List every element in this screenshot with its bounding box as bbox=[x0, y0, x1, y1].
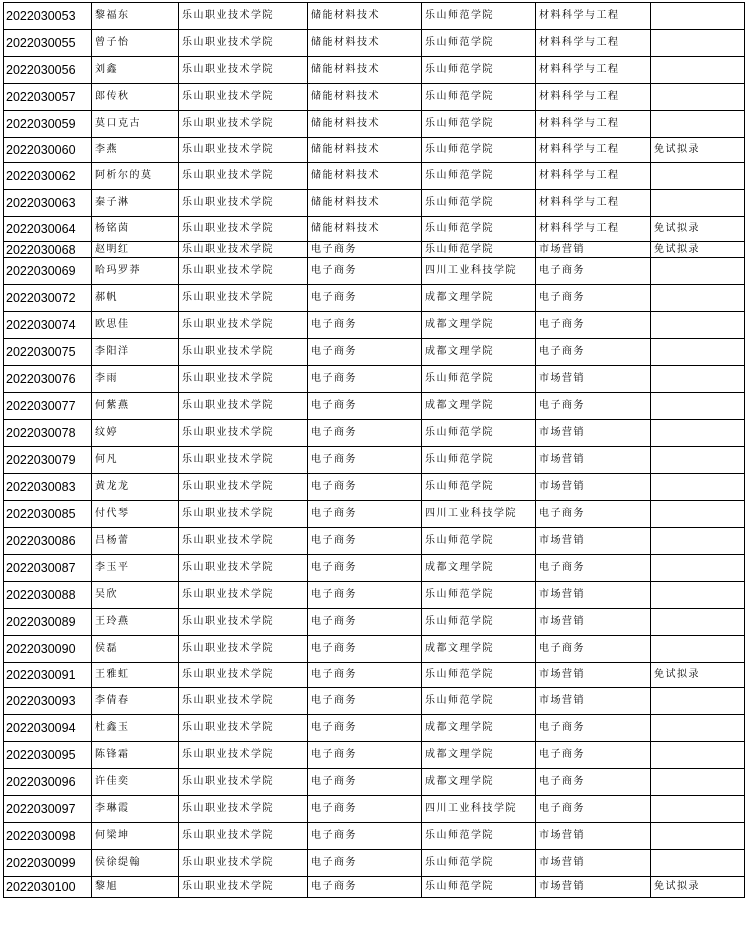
student-name-cell: 李倩春 bbox=[92, 688, 179, 715]
origin-major-cell: 储能材料技术 bbox=[308, 111, 422, 138]
admission-note-cell bbox=[651, 823, 745, 850]
student-name-cell: 阿析尔的莫 bbox=[92, 163, 179, 190]
target-major-cell: 电子商务 bbox=[536, 796, 651, 823]
target-major-cell: 市场营销 bbox=[536, 447, 651, 474]
origin-major-cell: 电子商务 bbox=[308, 715, 422, 742]
target-major-cell: 电子商务 bbox=[536, 312, 651, 339]
admission-note-cell: 免试拟录 bbox=[651, 217, 745, 242]
target-major-cell: 电子商务 bbox=[536, 393, 651, 420]
origin-school-cell: 乐山职业技术学院 bbox=[179, 663, 308, 688]
target-school-cell: 乐山师范学院 bbox=[422, 3, 536, 30]
target-school-cell: 成都文理学院 bbox=[422, 285, 536, 312]
table-row bbox=[4, 190, 745, 217]
student-id-cell: 2022030059 bbox=[4, 111, 92, 138]
target-major-cell: 电子商务 bbox=[536, 636, 651, 663]
target-major-cell: 市场营销 bbox=[536, 242, 651, 258]
table-row bbox=[4, 30, 745, 57]
student-name-cell: 许佳奕 bbox=[92, 769, 179, 796]
student-name-cell: 纹婷 bbox=[92, 420, 179, 447]
origin-school-cell: 乐山职业技术学院 bbox=[179, 393, 308, 420]
table-row bbox=[4, 742, 745, 769]
origin-major-cell: 储能材料技术 bbox=[308, 138, 422, 163]
origin-school-cell: 乐山职业技术学院 bbox=[179, 3, 308, 30]
student-name-cell: 曾子怡 bbox=[92, 30, 179, 57]
origin-school-cell: 乐山职业技术学院 bbox=[179, 339, 308, 366]
student-name-cell: 莫口克古 bbox=[92, 111, 179, 138]
target-school-cell: 乐山师范学院 bbox=[422, 877, 536, 898]
student-id-cell: 2022030063 bbox=[4, 190, 92, 217]
student-name-cell: 何梁坤 bbox=[92, 823, 179, 850]
target-school-cell: 四川工业科技学院 bbox=[422, 796, 536, 823]
admission-note-cell bbox=[651, 715, 745, 742]
student-id-cell: 2022030068 bbox=[4, 242, 92, 258]
student-id-cell: 2022030087 bbox=[4, 555, 92, 582]
origin-major-cell: 电子商务 bbox=[308, 420, 422, 447]
table-row bbox=[4, 312, 745, 339]
table-row bbox=[4, 339, 745, 366]
target-major-cell: 市场营销 bbox=[536, 528, 651, 555]
student-name-cell: 杜鑫玉 bbox=[92, 715, 179, 742]
admission-note-cell: 免试拟录 bbox=[651, 242, 745, 258]
table-row bbox=[4, 285, 745, 312]
table-row bbox=[4, 366, 745, 393]
student-name-cell: 吴欣 bbox=[92, 582, 179, 609]
target-school-cell: 成都文理学院 bbox=[422, 742, 536, 769]
target-school-cell: 成都文理学院 bbox=[422, 715, 536, 742]
admission-note-cell bbox=[651, 163, 745, 190]
target-school-cell: 乐山师范学院 bbox=[422, 163, 536, 190]
table-row bbox=[4, 138, 745, 163]
student-id-cell: 2022030062 bbox=[4, 163, 92, 190]
student-id-cell: 2022030098 bbox=[4, 823, 92, 850]
target-major-cell: 市场营销 bbox=[536, 582, 651, 609]
origin-school-cell: 乐山职业技术学院 bbox=[179, 447, 308, 474]
target-school-cell: 成都文理学院 bbox=[422, 312, 536, 339]
target-major-cell: 市场营销 bbox=[536, 420, 651, 447]
origin-major-cell: 电子商务 bbox=[308, 285, 422, 312]
student-id-cell: 2022030095 bbox=[4, 742, 92, 769]
origin-school-cell: 乐山职业技术学院 bbox=[179, 609, 308, 636]
table-row bbox=[4, 823, 745, 850]
origin-major-cell: 电子商务 bbox=[308, 742, 422, 769]
origin-school-cell: 乐山职业技术学院 bbox=[179, 501, 308, 528]
origin-school-cell: 乐山职业技术学院 bbox=[179, 285, 308, 312]
target-school-cell: 乐山师范学院 bbox=[422, 582, 536, 609]
origin-school-cell: 乐山职业技术学院 bbox=[179, 57, 308, 84]
target-school-cell: 乐山师范学院 bbox=[422, 84, 536, 111]
origin-school-cell: 乐山职业技术学院 bbox=[179, 84, 308, 111]
student-id-cell: 2022030069 bbox=[4, 258, 92, 285]
target-school-cell: 乐山师范学院 bbox=[422, 111, 536, 138]
table-row bbox=[4, 217, 745, 242]
table-row bbox=[4, 84, 745, 111]
table-row bbox=[4, 447, 745, 474]
origin-major-cell: 电子商务 bbox=[308, 339, 422, 366]
origin-major-cell: 电子商务 bbox=[308, 688, 422, 715]
table-row bbox=[4, 796, 745, 823]
admission-note-cell bbox=[651, 258, 745, 285]
student-name-cell: 王玲燕 bbox=[92, 609, 179, 636]
target-major-cell: 电子商务 bbox=[536, 715, 651, 742]
origin-school-cell: 乐山职业技术学院 bbox=[179, 138, 308, 163]
table-row bbox=[4, 555, 745, 582]
origin-major-cell: 储能材料技术 bbox=[308, 190, 422, 217]
student-name-cell: 吕杨蕾 bbox=[92, 528, 179, 555]
origin-school-cell: 乐山职业技术学院 bbox=[179, 769, 308, 796]
origin-school-cell: 乐山职业技术学院 bbox=[179, 258, 308, 285]
admission-note-cell: 免试拟录 bbox=[651, 138, 745, 163]
target-school-cell: 乐山师范学院 bbox=[422, 420, 536, 447]
student-name-cell: 何紫燕 bbox=[92, 393, 179, 420]
target-major-cell: 材料科学与工程 bbox=[536, 138, 651, 163]
student-id-cell: 2022030097 bbox=[4, 796, 92, 823]
roster-body bbox=[4, 3, 745, 898]
student-id-cell: 2022030083 bbox=[4, 474, 92, 501]
student-id-cell: 2022030088 bbox=[4, 582, 92, 609]
student-id-cell: 2022030091 bbox=[4, 663, 92, 688]
origin-school-cell: 乐山职业技术学院 bbox=[179, 30, 308, 57]
target-major-cell: 电子商务 bbox=[536, 742, 651, 769]
origin-school-cell: 乐山职业技术学院 bbox=[179, 366, 308, 393]
origin-major-cell: 电子商务 bbox=[308, 850, 422, 877]
student-id-cell: 2022030078 bbox=[4, 420, 92, 447]
admission-note-cell bbox=[651, 501, 745, 528]
origin-school-cell: 乐山职业技术学院 bbox=[179, 823, 308, 850]
target-major-cell: 市场营销 bbox=[536, 823, 651, 850]
origin-school-cell: 乐山职业技术学院 bbox=[179, 528, 308, 555]
student-id-cell: 2022030064 bbox=[4, 217, 92, 242]
student-name-cell: 黎旭 bbox=[92, 877, 179, 898]
table-row bbox=[4, 420, 745, 447]
target-school-cell: 乐山师范学院 bbox=[422, 217, 536, 242]
target-major-cell: 电子商务 bbox=[536, 258, 651, 285]
admission-note-cell bbox=[651, 796, 745, 823]
admission-note-cell bbox=[651, 285, 745, 312]
student-name-cell: 何凡 bbox=[92, 447, 179, 474]
student-id-cell: 2022030096 bbox=[4, 769, 92, 796]
origin-major-cell: 电子商务 bbox=[308, 663, 422, 688]
admission-note-cell bbox=[651, 312, 745, 339]
student-name-cell: 欧思佳 bbox=[92, 312, 179, 339]
target-school-cell: 四川工业科技学院 bbox=[422, 258, 536, 285]
origin-major-cell: 电子商务 bbox=[308, 609, 422, 636]
admission-note-cell: 免试拟录 bbox=[651, 663, 745, 688]
origin-major-cell: 储能材料技术 bbox=[308, 3, 422, 30]
student-name-cell: 侯徐缇翰 bbox=[92, 850, 179, 877]
student-name-cell: 刘鑫 bbox=[92, 57, 179, 84]
admission-note-cell bbox=[651, 769, 745, 796]
target-major-cell: 材料科学与工程 bbox=[536, 190, 651, 217]
student-id-cell: 2022030090 bbox=[4, 636, 92, 663]
origin-school-cell: 乐山职业技术学院 bbox=[179, 420, 308, 447]
origin-major-cell: 电子商务 bbox=[308, 393, 422, 420]
admission-note-cell bbox=[651, 393, 745, 420]
admission-note-cell bbox=[651, 555, 745, 582]
student-id-cell: 2022030076 bbox=[4, 366, 92, 393]
admission-note-cell bbox=[651, 528, 745, 555]
table-row bbox=[4, 688, 745, 715]
student-name-cell: 李雨 bbox=[92, 366, 179, 393]
table-row bbox=[4, 163, 745, 190]
target-major-cell: 市场营销 bbox=[536, 366, 651, 393]
origin-major-cell: 储能材料技术 bbox=[308, 217, 422, 242]
student-id-cell: 2022030086 bbox=[4, 528, 92, 555]
target-school-cell: 乐山师范学院 bbox=[422, 609, 536, 636]
student-id-cell: 2022030055 bbox=[4, 30, 92, 57]
admission-note-cell bbox=[651, 84, 745, 111]
student-id-cell: 2022030074 bbox=[4, 312, 92, 339]
student-name-cell: 李燕 bbox=[92, 138, 179, 163]
origin-school-cell: 乐山职业技术学院 bbox=[179, 582, 308, 609]
student-name-cell: 赵明红 bbox=[92, 242, 179, 258]
origin-school-cell: 乐山职业技术学院 bbox=[179, 111, 308, 138]
student-id-cell: 2022030072 bbox=[4, 285, 92, 312]
table-row bbox=[4, 850, 745, 877]
origin-major-cell: 电子商务 bbox=[308, 636, 422, 663]
origin-major-cell: 电子商务 bbox=[308, 366, 422, 393]
table-row bbox=[4, 242, 745, 258]
student-name-cell: 李玉平 bbox=[92, 555, 179, 582]
target-major-cell: 材料科学与工程 bbox=[536, 163, 651, 190]
table-row bbox=[4, 636, 745, 663]
table-row bbox=[4, 609, 745, 636]
target-major-cell: 电子商务 bbox=[536, 555, 651, 582]
student-name-cell: 秦子淋 bbox=[92, 190, 179, 217]
student-id-cell: 2022030089 bbox=[4, 609, 92, 636]
target-major-cell: 电子商务 bbox=[536, 501, 651, 528]
origin-major-cell: 电子商务 bbox=[308, 501, 422, 528]
table-row bbox=[4, 582, 745, 609]
admission-note-cell bbox=[651, 366, 745, 393]
origin-major-cell: 电子商务 bbox=[308, 823, 422, 850]
table-row bbox=[4, 57, 745, 84]
admission-note-cell bbox=[651, 3, 745, 30]
student-id-cell: 2022030093 bbox=[4, 688, 92, 715]
target-school-cell: 成都文理学院 bbox=[422, 555, 536, 582]
target-school-cell: 成都文理学院 bbox=[422, 339, 536, 366]
table-row bbox=[4, 877, 745, 898]
table-row bbox=[4, 663, 745, 688]
student-id-cell: 2022030077 bbox=[4, 393, 92, 420]
admission-note-cell bbox=[651, 582, 745, 609]
admission-note-cell bbox=[651, 190, 745, 217]
origin-school-cell: 乐山职业技术学院 bbox=[179, 636, 308, 663]
student-id-cell: 2022030094 bbox=[4, 715, 92, 742]
origin-major-cell: 储能材料技术 bbox=[308, 163, 422, 190]
target-major-cell: 材料科学与工程 bbox=[536, 84, 651, 111]
origin-major-cell: 储能材料技术 bbox=[308, 30, 422, 57]
origin-major-cell: 电子商务 bbox=[308, 877, 422, 898]
student-name-cell: 黄龙龙 bbox=[92, 474, 179, 501]
admission-note-cell bbox=[651, 850, 745, 877]
target-major-cell: 材料科学与工程 bbox=[536, 111, 651, 138]
target-school-cell: 乐山师范学院 bbox=[422, 366, 536, 393]
origin-major-cell: 电子商务 bbox=[308, 447, 422, 474]
target-school-cell: 乐山师范学院 bbox=[422, 474, 536, 501]
student-name-cell: 郝帆 bbox=[92, 285, 179, 312]
target-school-cell: 成都文理学院 bbox=[422, 769, 536, 796]
origin-major-cell: 电子商务 bbox=[308, 769, 422, 796]
origin-school-cell: 乐山职业技术学院 bbox=[179, 850, 308, 877]
admission-note-cell bbox=[651, 474, 745, 501]
origin-major-cell: 电子商务 bbox=[308, 796, 422, 823]
student-id-cell: 2022030056 bbox=[4, 57, 92, 84]
admission-note-cell bbox=[651, 339, 745, 366]
target-major-cell: 材料科学与工程 bbox=[536, 217, 651, 242]
table-row bbox=[4, 474, 745, 501]
origin-school-cell: 乐山职业技术学院 bbox=[179, 688, 308, 715]
target-major-cell: 材料科学与工程 bbox=[536, 3, 651, 30]
target-major-cell: 市场营销 bbox=[536, 850, 651, 877]
target-major-cell: 市场营销 bbox=[536, 877, 651, 898]
student-name-cell: 李阳洋 bbox=[92, 339, 179, 366]
target-major-cell: 市场营销 bbox=[536, 474, 651, 501]
student-id-cell: 2022030060 bbox=[4, 138, 92, 163]
origin-major-cell: 电子商务 bbox=[308, 474, 422, 501]
origin-school-cell: 乐山职业技术学院 bbox=[179, 190, 308, 217]
student-name-cell: 付代琴 bbox=[92, 501, 179, 528]
admission-note-cell bbox=[651, 30, 745, 57]
origin-school-cell: 乐山职业技术学院 bbox=[179, 742, 308, 769]
target-major-cell: 市场营销 bbox=[536, 609, 651, 636]
target-school-cell: 四川工业科技学院 bbox=[422, 501, 536, 528]
student-id-cell: 2022030100 bbox=[4, 877, 92, 898]
student-id-cell: 2022030075 bbox=[4, 339, 92, 366]
target-major-cell: 电子商务 bbox=[536, 285, 651, 312]
student-name-cell: 陈锋霜 bbox=[92, 742, 179, 769]
student-name-cell: 哈玛罗莽 bbox=[92, 258, 179, 285]
table-row bbox=[4, 3, 745, 30]
origin-school-cell: 乐山职业技术学院 bbox=[179, 796, 308, 823]
target-school-cell: 乐山师范学院 bbox=[422, 57, 536, 84]
table-row bbox=[4, 111, 745, 138]
target-school-cell: 乐山师范学院 bbox=[422, 528, 536, 555]
target-school-cell: 乐山师范学院 bbox=[422, 242, 536, 258]
target-school-cell: 乐山师范学院 bbox=[422, 850, 536, 877]
target-major-cell: 电子商务 bbox=[536, 339, 651, 366]
target-school-cell: 乐山师范学院 bbox=[422, 823, 536, 850]
student-name-cell: 王雅虹 bbox=[92, 663, 179, 688]
student-id-cell: 2022030085 bbox=[4, 501, 92, 528]
student-name-cell: 黎福东 bbox=[92, 3, 179, 30]
admission-note-cell bbox=[651, 636, 745, 663]
admission-note-cell bbox=[651, 688, 745, 715]
target-school-cell: 乐山师范学院 bbox=[422, 663, 536, 688]
student-name-cell: 郎传秋 bbox=[92, 84, 179, 111]
table-row bbox=[4, 393, 745, 420]
target-school-cell: 乐山师范学院 bbox=[422, 138, 536, 163]
origin-major-cell: 电子商务 bbox=[308, 242, 422, 258]
admission-note-cell: 免试拟录 bbox=[651, 877, 745, 898]
admission-note-cell bbox=[651, 420, 745, 447]
admission-note-cell bbox=[651, 111, 745, 138]
origin-school-cell: 乐山职业技术学院 bbox=[179, 242, 308, 258]
origin-major-cell: 电子商务 bbox=[308, 258, 422, 285]
target-major-cell: 市场营销 bbox=[536, 688, 651, 715]
origin-school-cell: 乐山职业技术学院 bbox=[179, 474, 308, 501]
origin-school-cell: 乐山职业技术学院 bbox=[179, 217, 308, 242]
table-row bbox=[4, 528, 745, 555]
student-name-cell: 杨铭茵 bbox=[92, 217, 179, 242]
target-major-cell: 材料科学与工程 bbox=[536, 57, 651, 84]
admission-note-cell bbox=[651, 609, 745, 636]
admission-note-cell bbox=[651, 447, 745, 474]
origin-school-cell: 乐山职业技术学院 bbox=[179, 715, 308, 742]
origin-school-cell: 乐山职业技术学院 bbox=[179, 163, 308, 190]
origin-school-cell: 乐山职业技术学院 bbox=[179, 312, 308, 339]
target-school-cell: 成都文理学院 bbox=[422, 636, 536, 663]
student-name-cell: 李琳霞 bbox=[92, 796, 179, 823]
target-school-cell: 乐山师范学院 bbox=[422, 190, 536, 217]
target-major-cell: 市场营销 bbox=[536, 663, 651, 688]
origin-major-cell: 储能材料技术 bbox=[308, 57, 422, 84]
student-name-cell: 侯磊 bbox=[92, 636, 179, 663]
origin-major-cell: 电子商务 bbox=[308, 582, 422, 609]
student-id-cell: 2022030053 bbox=[4, 3, 92, 30]
target-school-cell: 成都文理学院 bbox=[422, 393, 536, 420]
target-school-cell: 乐山师范学院 bbox=[422, 688, 536, 715]
target-major-cell: 电子商务 bbox=[536, 769, 651, 796]
student-id-cell: 2022030099 bbox=[4, 850, 92, 877]
target-school-cell: 乐山师范学院 bbox=[422, 447, 536, 474]
student-roster-table bbox=[3, 2, 745, 898]
target-major-cell: 材料科学与工程 bbox=[536, 30, 651, 57]
admission-note-cell bbox=[651, 742, 745, 769]
origin-major-cell: 电子商务 bbox=[308, 555, 422, 582]
origin-school-cell: 乐山职业技术学院 bbox=[179, 877, 308, 898]
admission-note-cell bbox=[651, 57, 745, 84]
origin-major-cell: 储能材料技术 bbox=[308, 84, 422, 111]
origin-major-cell: 电子商务 bbox=[308, 312, 422, 339]
student-id-cell: 2022030079 bbox=[4, 447, 92, 474]
table-row bbox=[4, 501, 745, 528]
table-row bbox=[4, 769, 745, 796]
table-row bbox=[4, 715, 745, 742]
origin-school-cell: 乐山职业技术学院 bbox=[179, 555, 308, 582]
origin-major-cell: 电子商务 bbox=[308, 528, 422, 555]
table-row bbox=[4, 258, 745, 285]
student-id-cell: 2022030057 bbox=[4, 84, 92, 111]
target-school-cell: 乐山师范学院 bbox=[422, 30, 536, 57]
